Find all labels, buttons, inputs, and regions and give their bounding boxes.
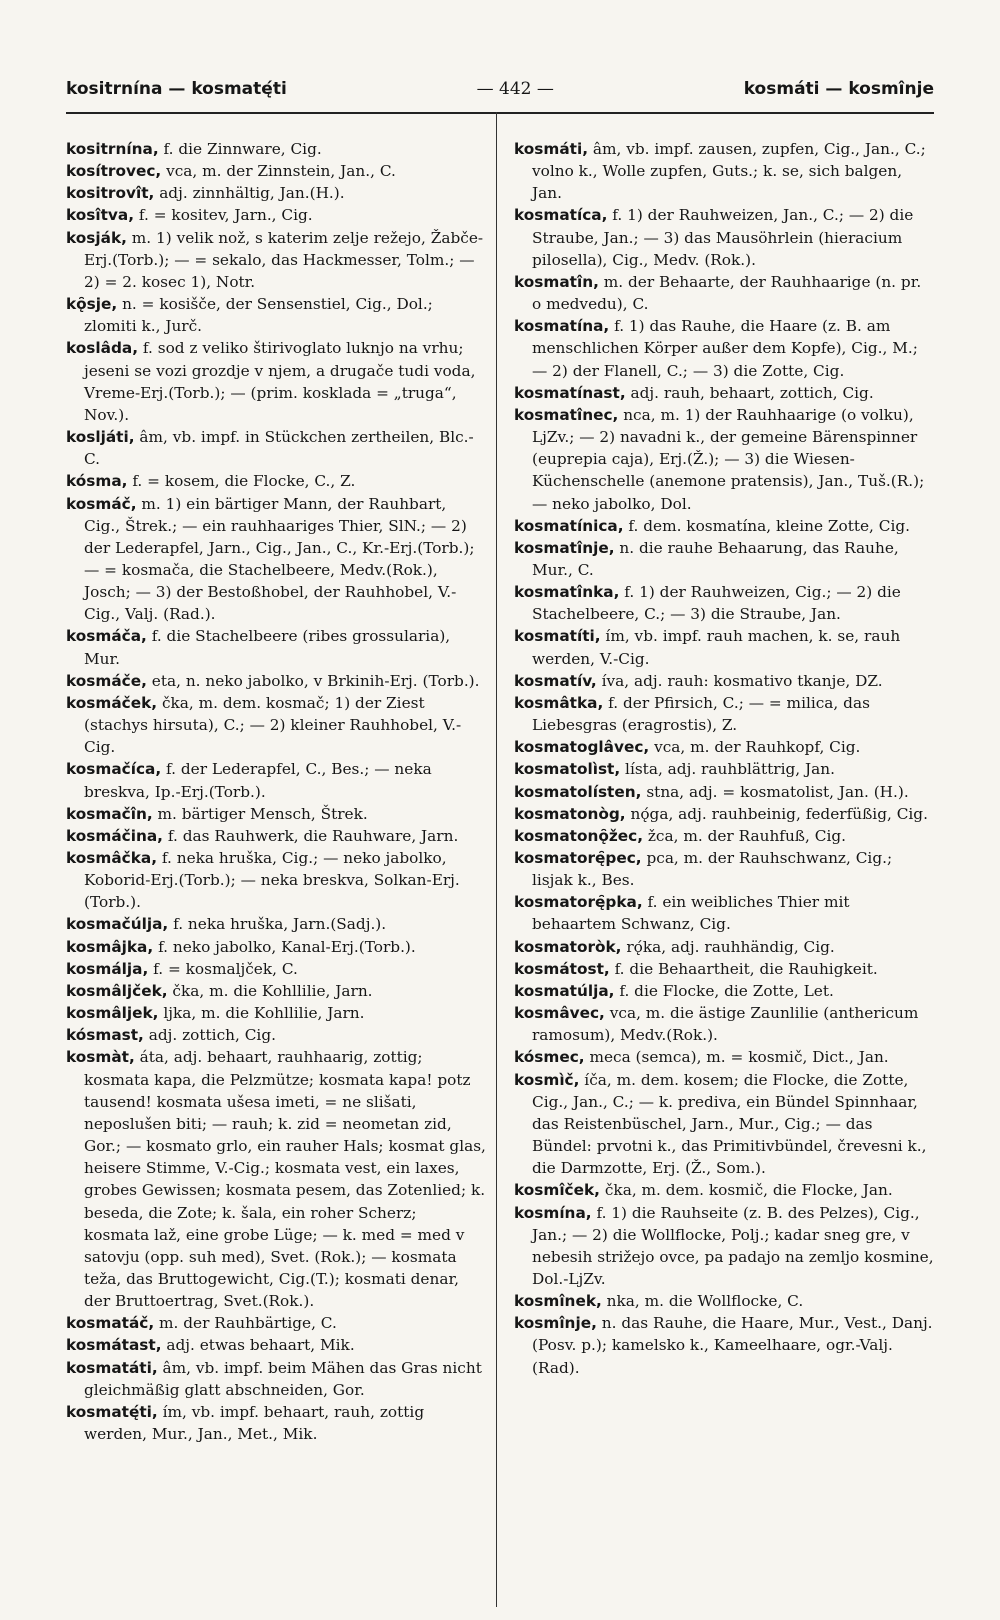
- entry-headword: kosmâčka,: [66, 849, 158, 867]
- entry-headword: kosmatonòg,: [514, 804, 626, 823]
- entry-headword: kosmatînka,: [514, 583, 620, 602]
- entry-headword: kosmatorę̑pec,: [514, 849, 642, 867]
- entry-headword: kosmâvec,: [514, 1004, 605, 1023]
- entry-headword: kosmînek,: [514, 1292, 602, 1311]
- entry-definition: nǫ́ga, adj. rauhbeinig, federfüßig, Cig.: [625, 804, 928, 823]
- entry-headword: kosmâjka,: [66, 937, 154, 956]
- entry-headword: kosmatíca,: [514, 206, 608, 225]
- dictionary-entry: [66, 470, 486, 492]
- entry-definition: f. ein weibliches Thier mit behaartem Schwanz, Cig.: [532, 893, 850, 934]
- dictionary-entry: [514, 758, 934, 780]
- dictionary-entry: [66, 980, 486, 1002]
- dictionary-entry: [514, 204, 934, 270]
- entry-headword: kosmatorę̑pka,: [514, 893, 643, 912]
- dictionary-entry: [66, 1312, 486, 1334]
- entry-definition: âm, vb. impf. beim Mähen das Gras nicht gleichmäßig glatt abschneiden, Gor.: [84, 1358, 482, 1399]
- entry-headword: kosmatînje,: [514, 538, 615, 557]
- entry-definition: f. = kositev, Jarn., Cig.: [134, 206, 313, 225]
- entry-definition: âm, vb. impf. in Stückchen zertheilen, Blc.-C.: [84, 428, 474, 469]
- dictionary-entry: [514, 404, 934, 515]
- entry-headword: kosmína,: [514, 1203, 592, 1222]
- entry-headword: kosmáčina,: [66, 826, 163, 845]
- entry-definition: f. 1) der Rauhweizen, Jan., C.; — 2) die Straube, Jan.; — 3) das Mausöhrlein (hieracium pilosella), Cig., Medv. (Rok.).: [532, 206, 914, 269]
- dictionary-entry: [66, 1334, 486, 1356]
- dictionary-entry: [66, 204, 486, 226]
- entry-definition: f. 1) das Rauhe, die Haare (z. B. am menschlichen Körper außer dem Kopfe), Cig., M.; — 2) der Flanell, C.; — 3) die Zotte, Cig.: [532, 317, 918, 380]
- entry-headword: kosmačúlja,: [66, 915, 169, 934]
- entry-headword: kosmáček,: [66, 693, 158, 712]
- entry-headword: kosmatív,: [514, 671, 597, 690]
- entry-definition: ljka, m. die Kohllilie, Jarn.: [158, 1004, 365, 1023]
- dictionary-entry: [514, 1046, 934, 1068]
- entry-headword: kosmatolìst,: [514, 760, 621, 779]
- page-header: [66, 72, 934, 106]
- entry-definition: rǫ́ka, adj. rauhhändig, Cig.: [621, 937, 835, 956]
- entry-headword: kosmînje,: [514, 1314, 597, 1333]
- dictionary-entry: [66, 1357, 486, 1401]
- entry-headword: kosmáč,: [66, 494, 137, 513]
- dictionary-entry: [66, 1024, 486, 1046]
- entry-definition: f. die Flocke, die Zotte, Let.: [614, 981, 834, 1000]
- dictionary-entry: [66, 670, 486, 692]
- entry-definition: n. das Rauhe, die Haare, Mur., Vest., Danj.(Posv. p.); kamelsko k., Kameelhaare, ogr.-Valj.(Rad).: [532, 1314, 933, 1377]
- header-rule: [66, 112, 934, 114]
- entry-definition: n. = kosišče, der Sensenstiel, Cig., Dol.; zlomiti k., Jurč.: [84, 295, 433, 336]
- entry-definition: adj. zottich, Cig.: [143, 1026, 276, 1045]
- entry-definition: čka, m. die Kohllilie, Jarn.: [167, 981, 373, 1000]
- entry-definition: m. bärtiger Mensch, Štrek.: [152, 804, 368, 823]
- entry-definition: f. neka hruška, Jarn.(Sadj.).: [168, 915, 387, 934]
- dictionary-entry: [66, 293, 486, 337]
- left-column: [66, 138, 486, 1445]
- dictionary-entry: [66, 1401, 486, 1445]
- dictionary-entry: [514, 936, 934, 958]
- dictionary-entry: [66, 182, 486, 204]
- entry-headword: kosîtva,: [66, 206, 135, 225]
- dictionary-entry: [514, 1312, 934, 1378]
- entry-headword: kosmatíti,: [514, 627, 601, 646]
- entry-headword: kosmatînec,: [514, 405, 619, 424]
- entry-headword: kǫ̑sje,: [66, 295, 118, 314]
- entry-definition: f. neka hruška, Cig.; — neko jabolko, Koborid-Erj.(Torb.); — neka breskva, Solkan-Erj.(Torb.).: [84, 849, 460, 912]
- dictionary-entry: [514, 736, 934, 758]
- entry-headword: kosmátost,: [514, 959, 610, 978]
- dictionary-entry: [66, 493, 486, 626]
- dictionary-entry: [66, 936, 486, 958]
- dictionary-entry: [66, 138, 486, 160]
- entry-definition: adj. zinnhältig, Jan.(H.).: [154, 184, 345, 203]
- entry-headword: kosljáti,: [66, 428, 135, 447]
- dictionary-entry: [514, 958, 934, 980]
- dictionary-entry: [514, 581, 934, 625]
- entry-headword: kosmîček,: [514, 1181, 600, 1200]
- dictionary-entry: [66, 1002, 486, 1024]
- dictionary-entry: [66, 227, 486, 293]
- entry-definition: m. 1) velik nož, s katerim zelje režejo, Žabče-Erj.(Torb.); — = sekalo, das Hackmesser, Tolm.; — 2) = 2. kosec 1), Notr.: [84, 228, 484, 291]
- entry-definition: ím, vb. impf. behaart, rauh, zottig werden, Mur., Jan., Met., Mik.: [84, 1402, 425, 1444]
- entry-headword: kositrnína,: [66, 140, 159, 158]
- right-column: [514, 138, 934, 1379]
- dictionary-entry: [514, 803, 934, 825]
- entry-definition: áta, adj. behaart, rauhhaarig, zottig; kosmata kapa, die Pelzmütze; kosmata kapa! potz tausend! kosmata ušesa imeti, = ne slišati, neposlušen biti; — rauh; k. zid = neometan zid, Gor.; — kosmato grlo, ein rauher Hals; kosmat glas, heisere Stimme, V.-Cig.; kosmata vest, ein laxes, grobes Gewissen; kosmata pesem, das Zotenlied; k. beseda, die Zote; k. šala, ein roher Scherz; kosmata laž, eine grobe Lüge; — k. med = med v satovju (opp. suh med), Svet. (Rok.); — kosmata teža, das Bruttogewicht, Cig.(T.); kosmati denar, der Bruttoertrag, Svet.(Rok.).: [84, 1048, 486, 1311]
- entry-headword: kosmatínast,: [514, 383, 626, 402]
- dictionary-entry: [66, 913, 486, 935]
- dictionary-entry: [514, 382, 934, 404]
- entry-headword: kositrovît,: [66, 184, 155, 203]
- entry-headword: kósmec,: [514, 1048, 585, 1067]
- entry-definition: vca, m. die ästige Zaunlilie (anthericum ramosum), Medv.(Rok.).: [532, 1004, 919, 1045]
- entry-definition: âm, vb. impf. zausen, zupfen, Cig., Jan., C.; volno k., Wolle zupfen, Guts.; k. se, sich balgen, Jan.: [532, 140, 926, 203]
- entry-headword: kosmáče,: [66, 671, 147, 690]
- dictionary-entry: [66, 426, 486, 470]
- entry-headword: kosmáča,: [66, 627, 147, 646]
- entry-definition: f. neko jabolko, Kanal-Erj.(Torb.).: [153, 937, 416, 956]
- dictionary-entry: [514, 1179, 934, 1201]
- dictionary-entry: [514, 1290, 934, 1312]
- dictionary-entry: [514, 537, 934, 581]
- dictionary-entry: [66, 160, 486, 182]
- entry-definition: n. die rauhe Behaarung, das Rauhe, Mur., C.: [532, 538, 899, 579]
- entry-definition: f. dem. kosmatína, kleine Zotte, Cig.: [623, 516, 911, 535]
- entry-definition: f. der Lederapfel, C., Bes.; — neka breskva, Ip.-Erj.(Torb.).: [84, 760, 432, 801]
- page-number: — 442 —: [476, 79, 554, 99]
- entry-headword: kosmatoglâvec,: [514, 738, 650, 757]
- entry-headword: kosmatáč,: [66, 1314, 155, 1333]
- dictionary-entry: [514, 1202, 934, 1291]
- dictionary-entry: [514, 138, 934, 204]
- entry-headword: kosmatonǫ̑žec,: [514, 826, 644, 845]
- entry-definition: f. die Behaartheit, die Rauhigkeit.: [609, 959, 878, 978]
- entry-definition: íva, adj. rauh: kosmativo tkanje, DZ.: [596, 671, 883, 690]
- entry-headword: kosmačíca,: [66, 760, 162, 779]
- entry-definition: f. die Zinnware, Cig.: [158, 140, 322, 158]
- entry-headword: kosmìč,: [514, 1070, 580, 1089]
- entry-definition: f. = kosmaljček, C.: [148, 959, 298, 978]
- entry-definition: f. 1) die Rauhseite (z. B. des Pelzes), Cig., Jan.; — 2) die Wollflocke, Polj.; kadar sneg gre, v nebesih strižejo ovce, pa padajo na zemljo kosmine, Dol.-LjZv.: [532, 1203, 934, 1288]
- dictionary-entry: [66, 758, 486, 802]
- entry-definition: f. sod z veliko štirivoglato luknjo na vrhu; jeseni se vozi grozdje v njem, a drugače tudi voda, Vreme-Erj.(Torb.); — (prim. kosklada = „truga“, Nov.).: [84, 339, 476, 424]
- entry-headword: kosmatîn,: [514, 272, 599, 291]
- entry-headword: koslâda,: [66, 339, 139, 358]
- entry-headword: kosmatolísten,: [514, 782, 642, 801]
- entry-headword: kosmatúlja,: [514, 981, 615, 1000]
- dictionary-entry: [66, 337, 486, 426]
- entry-headword: kosmatínica,: [514, 516, 624, 535]
- column-divider: [496, 112, 497, 1607]
- entry-headword: kosmâtka,: [514, 693, 604, 712]
- dictionary-entry: [514, 670, 934, 692]
- entry-definition: lísta, adj. rauhblättrig, Jan.: [620, 760, 835, 779]
- dictionary-entry: [66, 625, 486, 669]
- entry-definition: m. der Rauhbärtige, C.: [154, 1314, 337, 1333]
- entry-definition: m. 1) ein bärtiger Mann, der Rauhbart, Cig., Štrek.; — ein rauhhaariges Thier, SlN.; — 2) der Lederapfel, Jarn., Cig., Jan., C., Kr.-Erj.(Torb.); — = kosmača, die Stachelbeere, Medv.(Rok.), Josch; — 3) der Bestoßhobel, der Rauhhobel, V.-Cig., Valj. (Rad.).: [84, 494, 475, 624]
- entry-headword: kosmáti,: [514, 140, 589, 158]
- entry-headword: kosmačîn,: [66, 804, 153, 823]
- entry-definition: adj. rauh, behaart, zottich, Cig.: [625, 383, 874, 402]
- entry-definition: pca, m. der Rauhschwanz, Cig.; lisjak k., Bes.: [532, 849, 893, 890]
- entry-definition: f. das Rauhwerk, die Rauhware, Jarn.: [162, 826, 459, 845]
- dictionary-entry: [514, 847, 934, 891]
- entry-definition: ím, vb. impf. rauh machen, k. se, rauh werden, V.-Cig.: [532, 627, 901, 668]
- entry-definition: žca, m. der Rauhfuß, Cig.: [643, 826, 846, 845]
- entry-definition: čka, m. dem. kosmač; 1) der Ziest (stachys hirsuta), C.; — 2) kleiner Rauhhobel, V.-Cig.: [84, 693, 462, 757]
- dictionary-entry: [514, 1069, 934, 1180]
- entry-definition: stna, adj. = kosmatolist, Jan. (H.).: [641, 782, 909, 801]
- dictionary-entry: [66, 825, 486, 847]
- entry-headword: kosmatína,: [514, 317, 610, 336]
- dictionary-entry: [514, 980, 934, 1002]
- entry-headword: kosmátast,: [66, 1336, 162, 1355]
- dictionary-entry: [514, 692, 934, 736]
- entry-headword: kosják,: [66, 228, 127, 247]
- dictionary-entry: [514, 891, 934, 935]
- dictionary-entry: [514, 515, 934, 537]
- dictionary-entry: [66, 958, 486, 980]
- dictionary-entry: [66, 692, 486, 758]
- header-right-guideword: kosmáti — kosmînje: [743, 79, 934, 99]
- entry-definition: f. = kosem, die Flocke, C., Z.: [127, 472, 356, 491]
- entry-definition: čka, m. dem. kosmič, die Flocke, Jan.: [600, 1181, 893, 1200]
- dictionary-entry: [514, 315, 934, 381]
- entry-headword: kosmatę́ti,: [66, 1402, 158, 1421]
- dictionary-entry: [514, 781, 934, 803]
- entry-definition: adj. etwas behaart, Mik.: [161, 1336, 355, 1355]
- dictionary-entry: [514, 625, 934, 669]
- entry-headword: kósma,: [66, 472, 128, 491]
- entry-headword: kosmatáti,: [66, 1358, 158, 1377]
- dictionary-entry: [66, 847, 486, 913]
- entry-definition: íča, m. dem. kosem; die Flocke, die Zotte, Cig., Jan., C.; — k. prediva, ein Bündel Spinnhaar, das Reistenbüschel, Jarn., Mur., Cig.; — das Bündel: prvotni k., das Primitivbündel, črevesni k., die Darmzotte, Erj. (Ž., Som.).: [532, 1070, 927, 1178]
- entry-headword: kosítrovec,: [66, 162, 162, 181]
- dictionary-entry: [66, 803, 486, 825]
- entry-definition: vca, m. der Zinnstein, Jan., C.: [161, 162, 396, 181]
- entry-definition: eta, n. neko jabolko, v Brkinih-Erj. (Torb.).: [146, 671, 480, 690]
- entry-definition: f. 1) der Rauhweizen, Cig.; — 2) die Stachelbeere, C.; — 3) die Straube, Jan.: [532, 583, 901, 624]
- entry-definition: nka, m. die Wollflocke, C.: [601, 1292, 804, 1311]
- dictionary-entry: [66, 1046, 486, 1312]
- entry-headword: kosmàt,: [66, 1048, 135, 1067]
- entry-definition: f. die Stachelbeere (ribes grossularia), Mur.: [84, 627, 451, 668]
- entry-definition: f. der Pfirsich, C.; — = milica, das Liebesgras (eragrostis), Z.: [532, 693, 870, 735]
- dictionary-entry: [514, 271, 934, 315]
- entry-definition: vca, m. der Rauhkopf, Cig.: [649, 738, 861, 757]
- entry-headword: kosmatoròk,: [514, 937, 622, 956]
- entry-definition: nca, m. 1) der Rauhhaarige (o volku), LjZv.; — 2) navadni k., der gemeine Bärenspinner (euprepia caja), Erj.(Ž.); — 3) die Wiesen-Küchenschelle (anemone pratensis), Jan., Tuš.(R.); — neko jabolko, Dol.: [532, 405, 925, 513]
- dictionary-entry: [514, 825, 934, 847]
- dictionary-entry: [514, 1002, 934, 1046]
- entry-definition: meca (semca), m. = kosmič, Dict., Jan.: [584, 1048, 889, 1067]
- entry-headword: kosmâljček,: [66, 981, 168, 1000]
- header-left-guideword: kositrnína — kosmatę́ti: [66, 79, 287, 99]
- entry-definition: m. der Behaarte, der Rauhhaarige (n. pr. o medvedu), C.: [532, 272, 922, 314]
- entry-headword: kosmâljek,: [66, 1004, 159, 1023]
- entry-headword: kósmast,: [66, 1026, 144, 1045]
- entry-headword: kosmálja,: [66, 959, 149, 978]
